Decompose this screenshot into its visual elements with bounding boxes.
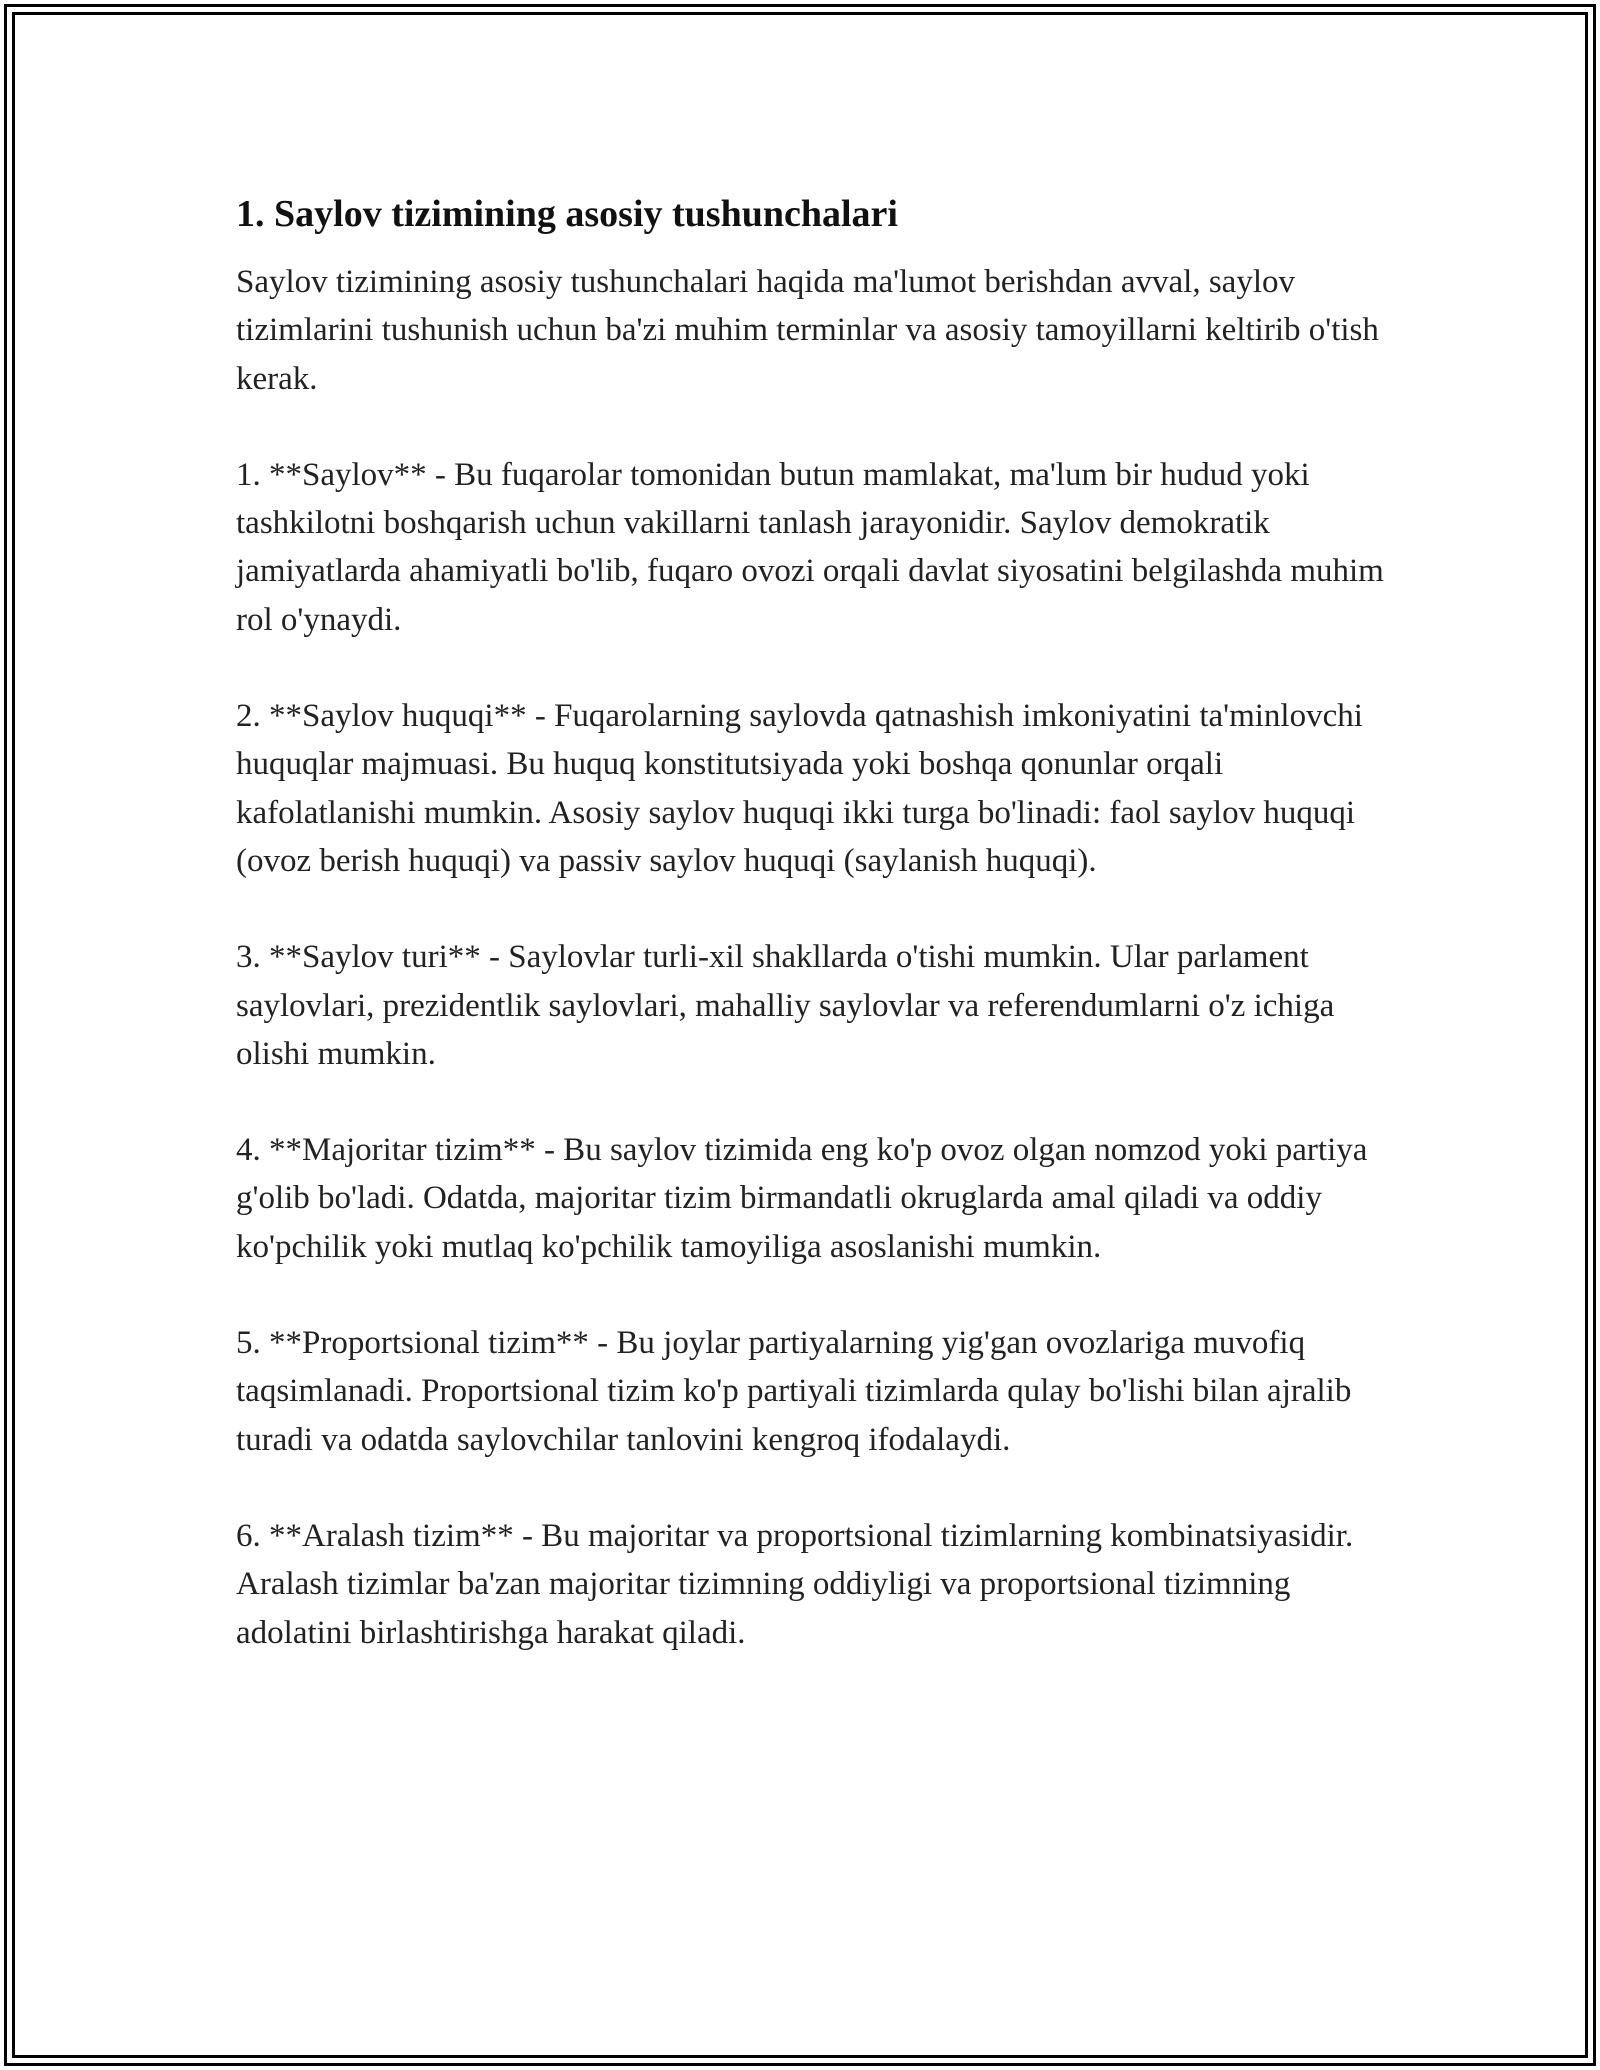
document-body (236, 188, 1406, 1705)
list-item-saylov-huquqi: 2. **Saylov huquqi** - Fuqarolarning saylovda qatnashish imkoniyatini ta'minlovchi huquqlar majmuasi. Bu huquq konstitutsiyada yoki boshqa qonunlar orqali kafolatlanishi mumkin. Asosiy saylov huquqi ikki turga bo'linadi: faol saylov huquqi (ovoz berish huquqi) va passiv saylov huquqi (saylanish huquqi). (236, 698, 1363, 879)
list-item-aralash-tizim: 6. **Aralash tizim** - Bu majoritar va proportsional tizimlarning kombinatsiyasidir. Aralash tizimlar ba'zan majoritar tizimning oddiyligi va proportsional tizimning adolatini birlashtirishga harakat qiladi. (236, 1517, 1354, 1651)
document-title: 1. Saylov tizimining asosiy tushunchalari (236, 193, 898, 235)
list-item-majoritar-tizim: 4. **Majoritar tizim** - Bu saylov tizimida eng ko'p ovoz olgan nomzod yoki partiya g'olib bo'ladi. Odatda, majoritar tizim birmandatli okruglarda amal qiladi va oddiy ko'pchilik yoki mutlaq ko'pchilik tamoyiliga asoslanishi mumkin. (236, 1132, 1368, 1265)
list-item-proportsional-tizim: 5. **Proportsional tizim** - Bu joylar partiyalarning yig'gan ovozlariga muvofiq taqsimlanadi. Proportsional tizim ko'p partiyali tizimlarda qulay bo'lishi bilan ajralib turadi va odatda saylovchilar tanlovini kengroq ifodalaydi. (236, 1325, 1352, 1458)
list-item-saylov: 1. **Saylov** - Bu fuqarolar tomonidan butun mamlakat, ma'lum bir hudud yoki tashkilotni boshqarish uchun vakillarni tanlash jarayonidir. Saylov demokratik jamiyatlarda ahamiyatli bo'lib, fuqaro ovozi orqali davlat siyosatini belgilashda muhim rol o'ynaydi. (236, 456, 1384, 638)
list-item-saylov-turi: 3. **Saylov turi** - Saylovlar turli-xil shakllarda o'tishi mumkin. Ular parlament saylovlari, prezidentlik saylovlari, mahalliy saylovlar va referendumlarni o'z ichiga olishi mumkin. (236, 939, 1335, 1072)
intro-paragraph: Saylov tizimining asosiy tushunchalari haqida ma'lumot berishdan avval, saylov tizimlarini tushunish uchun ba'zi muhim terminlar va asosiy tamoyillarni keltirib o'tish kerak. (236, 264, 1379, 397)
